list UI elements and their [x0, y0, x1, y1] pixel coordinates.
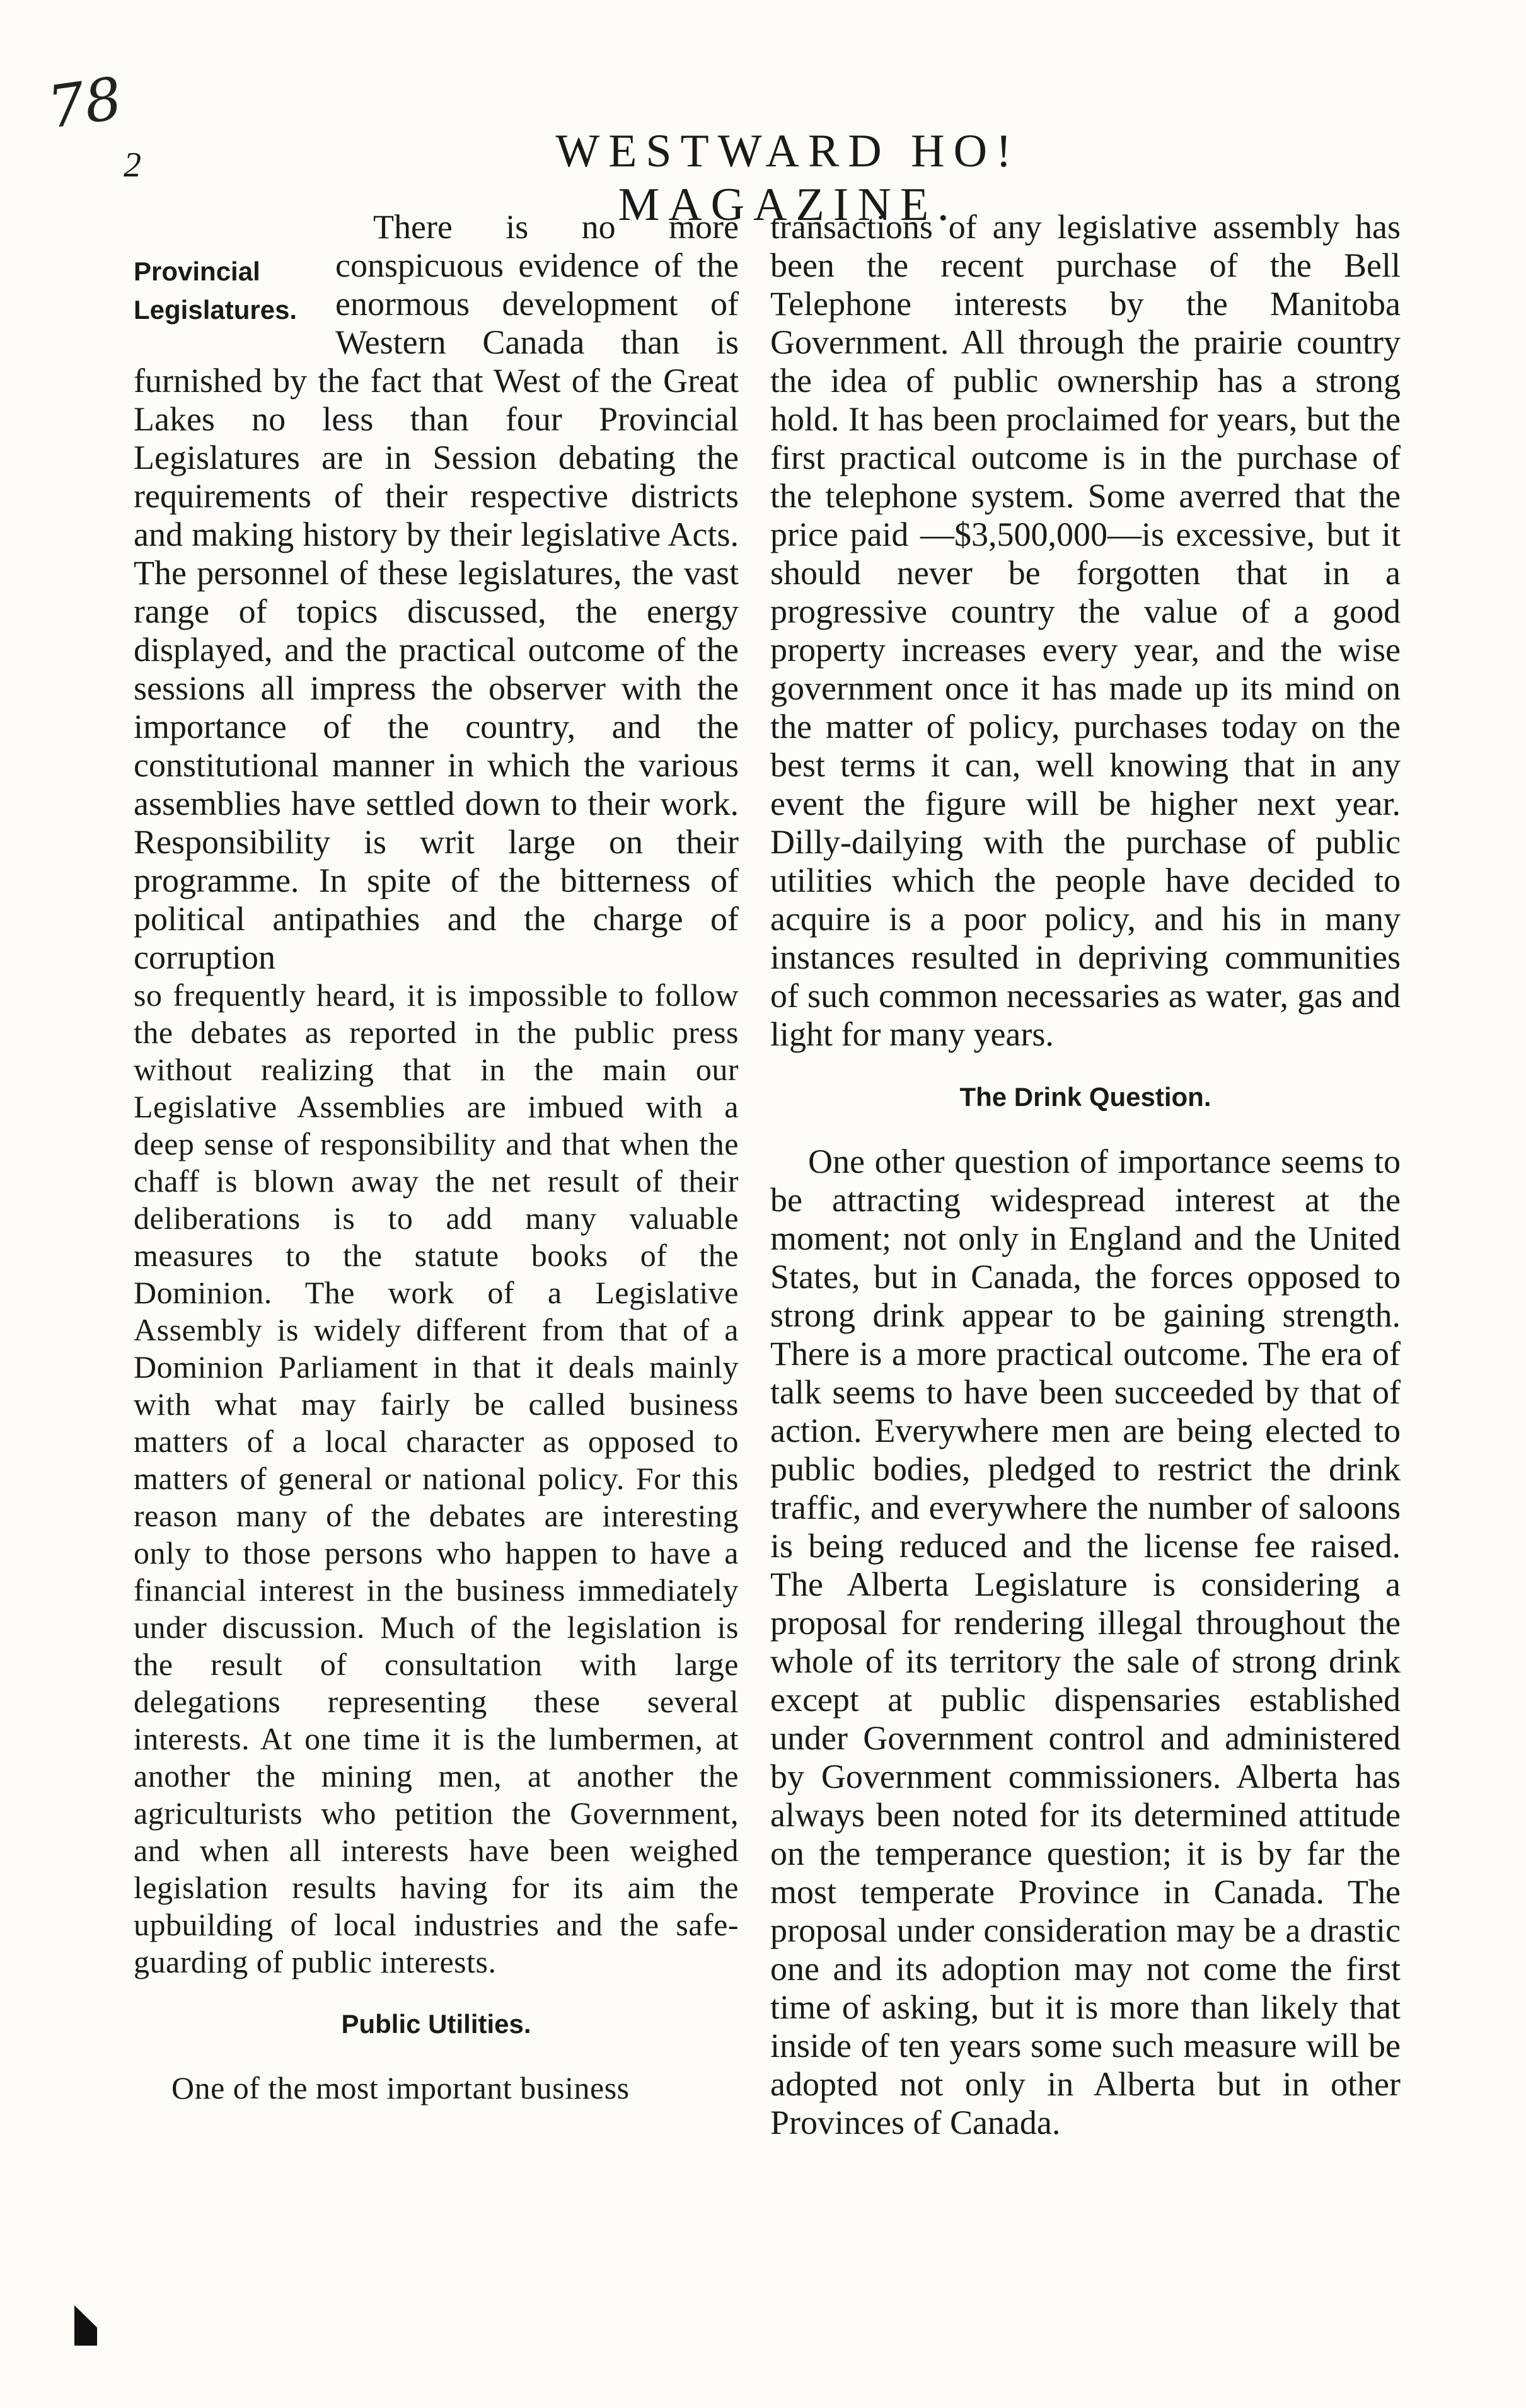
side-heading-provincial-legislatures: Provincial Legislatures. [134, 256, 298, 325]
paragraph-public-utilities-continued: transactions of any legislative assembly has been the recent purchase of the Bell Telephone interests by the Manitoba Government. All through the prairie country the idea of public ownership has a strong hold. It has been proclaimed for years, but the first practical outcome is in the purchase of the telephone system. Some averred that the price paid —$3,500,000—is excessive, but it should never be forgotten that in a progressive country the value of a good property increases every year, and the wise government once it has made up its mind on the matter of policy, purchases today on the best terms it can, well knowing that in any event the figure will be higher next year. Dilly-dailying with the purchase of public utilities which the people have decided to acquire is a poor policy, and his in many instances resulted in depriving communities of such common necessaries as water, gas and light for many years. [770, 208, 1401, 1053]
section-heading-public-utilities: Public Utilities. [341, 2009, 531, 2039]
right-column [770, 208, 1401, 2142]
paragraph-provincial-legislatures: There is no more conspicuous evidence of the enormous development of Western Canada than is furnished by the fact that West of the Great Lakes no less than four Provincial Legislatures are in Session debating the requirements of their respective districts and making history by their legislative Acts. The personnel of these legislatures, the vast range of topics discussed, the energy displayed, and the practical outcome of the sessions all impress the observer with the importance of the country, and the constitutional manner in which the various assemblies have settled down to their work. Responsibility is writ large on their programme. In spite of the bitterness of political antipathies and the charge of corruption [134, 208, 739, 976]
paragraph-public-utilities-start: One of the most important business [171, 2070, 630, 2106]
running-title: WESTWARD HO! MAGAZINE. [555, 125, 1020, 231]
page-number: 2 [124, 146, 141, 185]
section-heading-drink-question: The Drink Question. [959, 1082, 1211, 1112]
paragraph-legislative-assemblies: so frequently heard, it is impossible to follow the debates as reported in the public press without realizing that in the main our Legislative Assemblies are imbued with a deep sense of responsibility and that when the chaff is blown away the net result of their deliberations is to add many valuable measures to the statute books of the Dominion. The work of a Legislative Assembly is widely different from that of a Dominion Parliament in that it deals mainly with what may fairly be called business matters of a local character as opposed to matters of general or national policy. For this reason many of the debates are interesting only to those persons who happen to have a financial interest in the business immediately under discussion. Much of the legislation is the result of consultation with large delegations representing these several interests. At one time it is the lumbermen, at another the mining men, at another the agriculturists who petition the Government, and when all interests have been weighed legislation results having for its aim the upbuilding of local industries and the safe-guarding of public interests. [134, 977, 739, 1979]
paragraph-drink-question: One other question of importance seems to be attracting widespread interest at the moment; not only in England and the United States, but in Canada, the forces opposed to strong drink appear to be gaining strength. There is a more practical outcome. The era of talk seems to have been succeeded by that of action. Everywhere men are being elected to public bodies, pledged to restrict the drink traffic, and everywhere the number of saloons is being reduced and the license fee raised. The Alberta Legislature is considering a proposal for rendering illegal throughout the whole of its territory the sale of strong drink except at public dispensaries established under Government control and administered by Government commissioners. Alberta has always been noted for its determined attitude on the temperance question; it is by far the most temperate Province in Canada. The proposal under consideration may be a drastic one and its adoption may not come the first time of asking, but it is more than likely that inside of ten years some such measure will be adopted not only in Alberta but in other Provinces of Canada. [770, 1143, 1401, 2141]
handwritten-page-note: 78 [43, 64, 126, 142]
page-corner-marker [74, 2305, 97, 2346]
left-column [134, 208, 739, 2107]
